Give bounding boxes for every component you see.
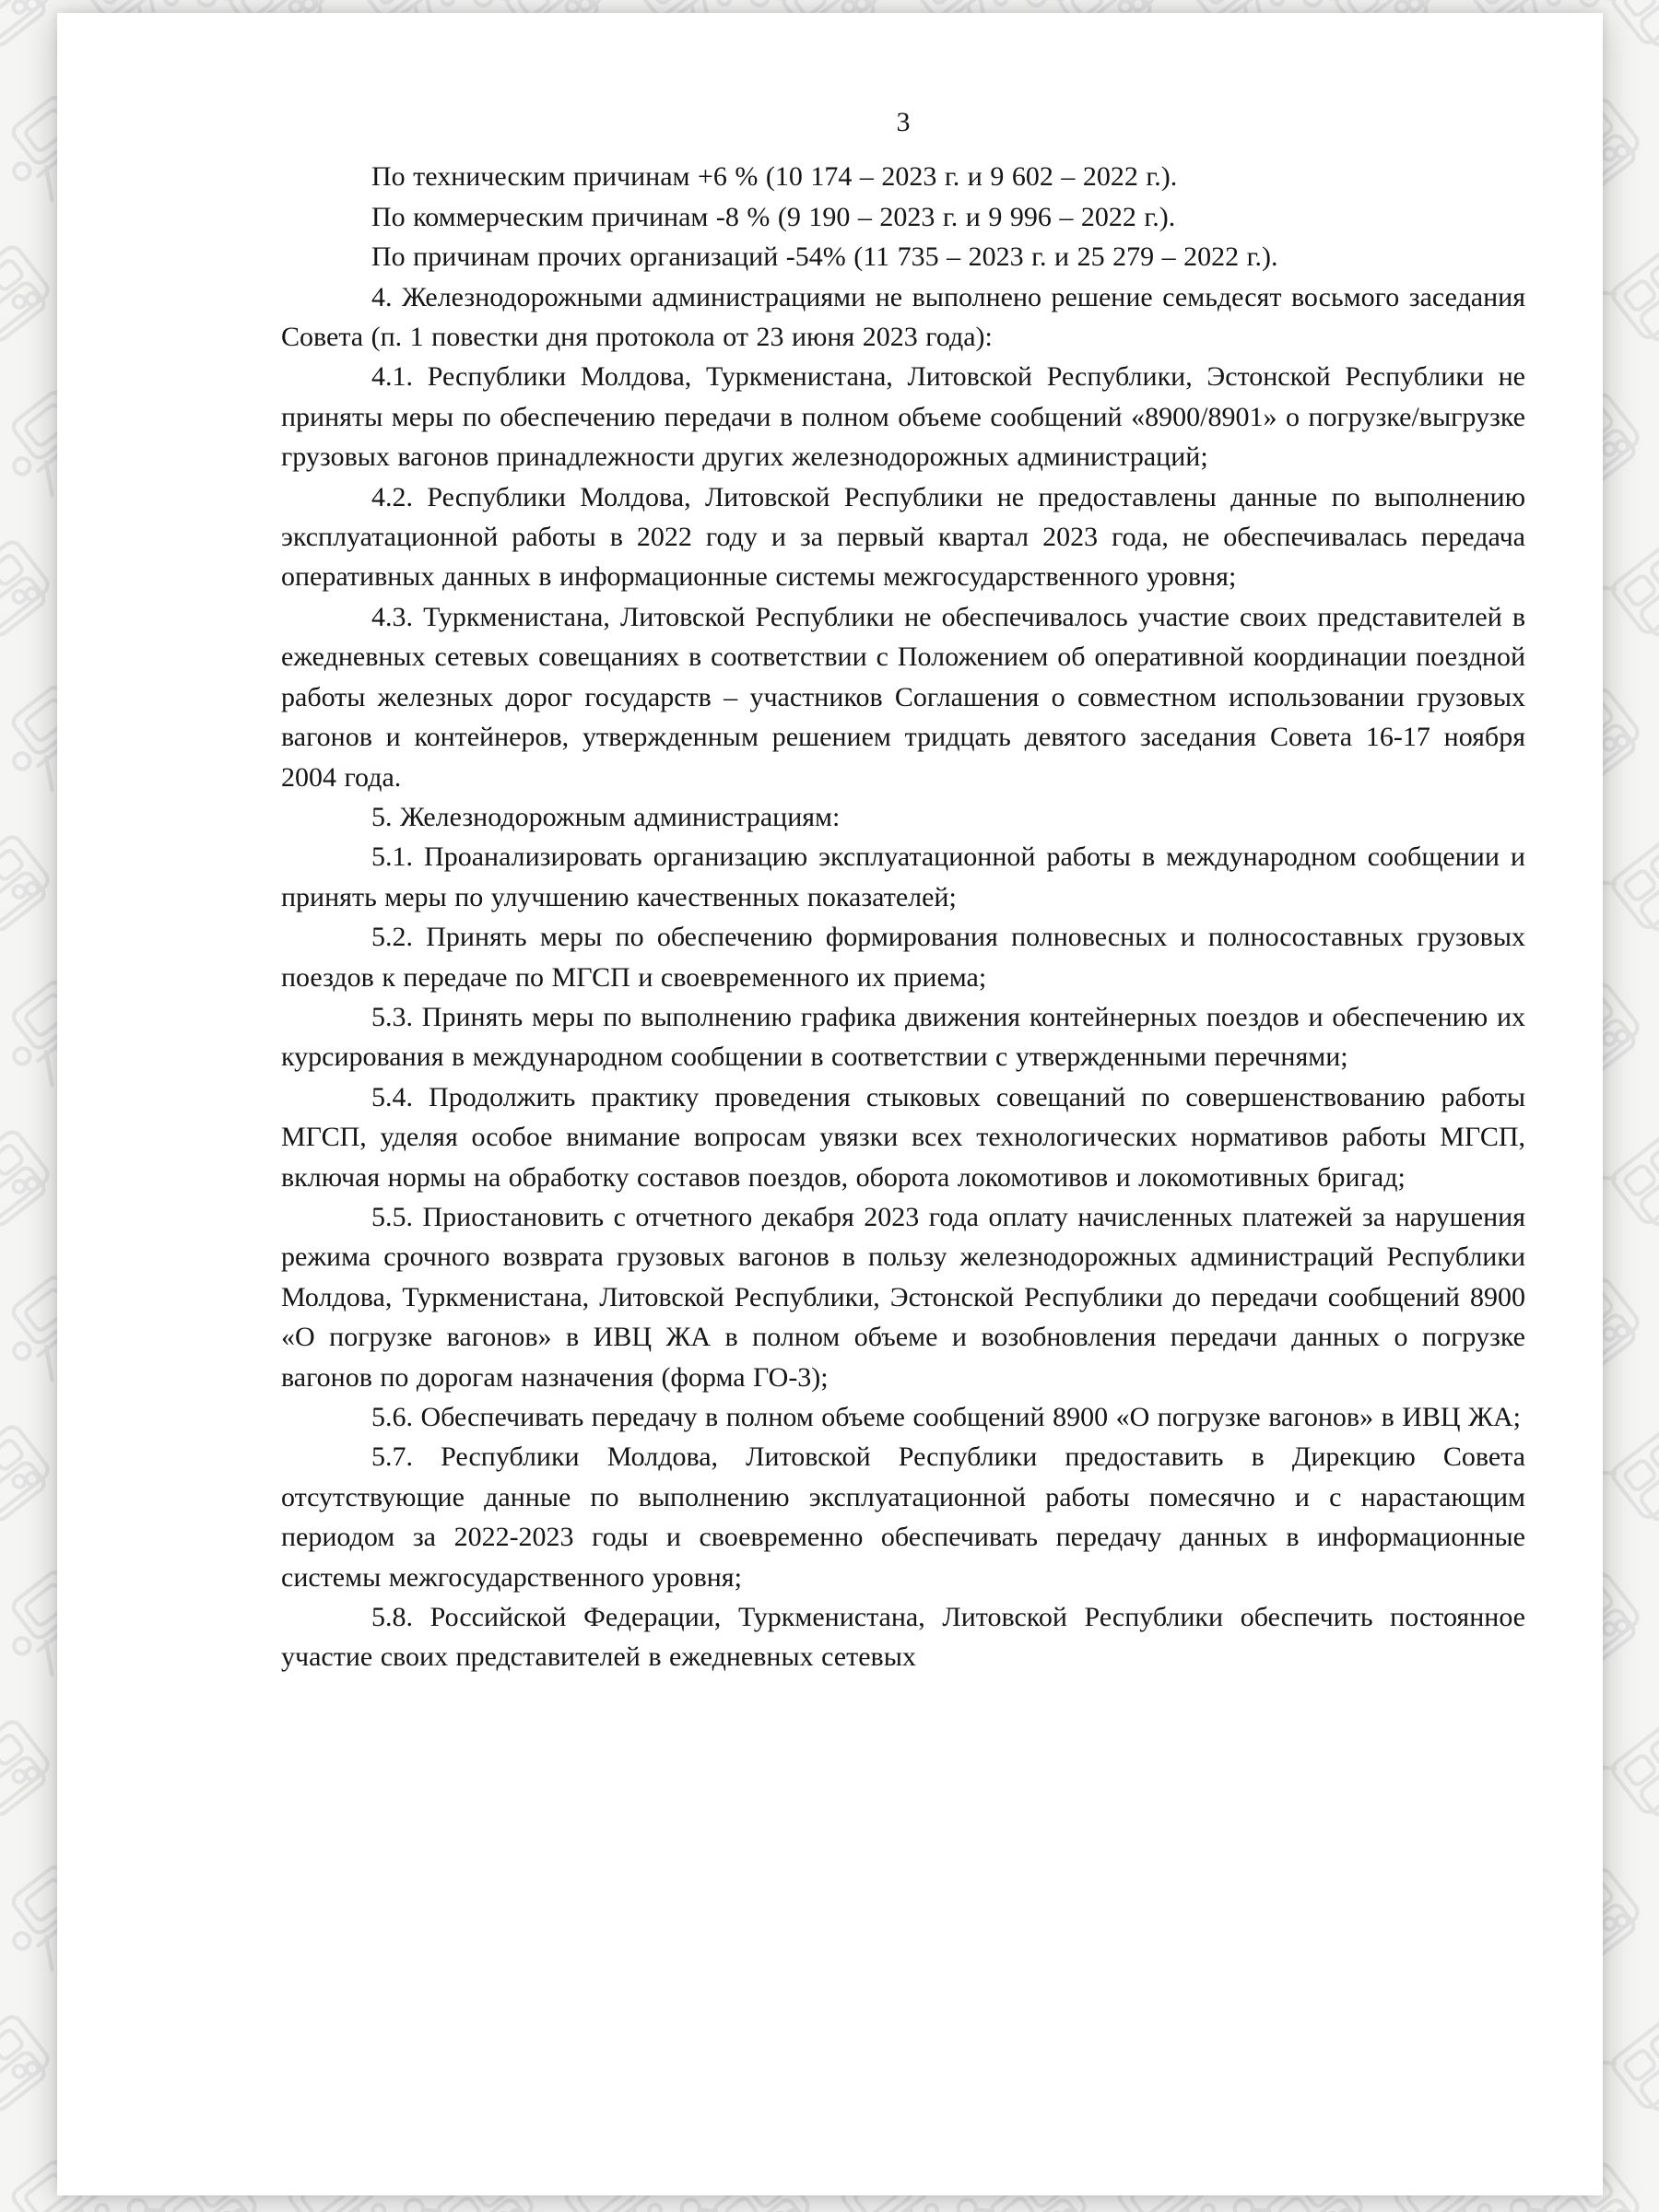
paragraph: 4. Железнодорожными администрациями не выполнено решение семьдесят восьмого заседания Совета (п. 1 повестки дня протокола от 23 июня 2023 года):: [281, 281, 1525, 353]
paragraph: 5.7. Республики Молдова, Литовской Республики предоставить в Дирекцию Совета отсутствующие данные по выполнению эксплуатационной работы помесячно и с нарастающим периодом за 2022-2023 годы и своевременно обеспечивать передачу данных в информационные системы межгосударственного уровня;: [281, 1441, 1525, 1593]
document-page: [57, 13, 1603, 2195]
paragraph: 5.2. Принять меры по обеспечению формирования полновесных и полносоставных грузовых поездов к передаче по МГСП и своевременного их приема;: [281, 922, 1525, 993]
paragraph: 5.5. Приостановить с отчетного декабря 2023 года оплату начисленных платежей за нарушения режима срочного возврата грузовых вагонов в пользу железнодорожных администраций Республики Молдова, Туркменистана, Литовской Республики, Эстонской Республики до передачи сообщений 8900 «О погрузке вагонов» в ИВЦ ЖА в полном объеме и возобновления передачи данных о погрузке вагонов по дорогам назначения (форма ГО-3);: [281, 1201, 1525, 1393]
paragraph: 5.1. Проанализировать организацию эксплуатационной работы в международном сообщении и принять меры по улучшению качественных показателей;: [281, 841, 1525, 912]
paragraph: 4.3. Туркменистана, Литовской Республики не обеспечивалось участие своих представителей в ежедневных сетевых совещаниях в соответствии с Положением об оперативной координации поездной работы железных дорог государств – участников Соглашения о совместном использовании грузовых вагонов и контейнеров, утвержденным решением тридцать девятого заседания Совета 16-17 ноября 2004 года.: [281, 601, 1525, 793]
paragraph: 5. Железнодорожным администрациям:: [371, 801, 841, 832]
paragraph: 5.3. Принять меры по выполнению графика движения контейнерных поездов и обеспечению их курсирования в международном сообщении в соответствии с утвержденными перечнями;: [281, 1001, 1525, 1073]
paragraph: 5.8. Российской Федерации, Туркменистана, Литовской Республики обеспечить постоянное участие своих представителей в ежедневных сетевых: [281, 1602, 1525, 1673]
page-number: 3: [896, 107, 911, 137]
paragraph: 4.1. Республики Молдова, Туркменистана, Литовской Республики, Эстонской Республики не приняты меры по обеспечению передачи в полном объеме сообщений «8900/8901» о погрузке/выгрузке грузовых вагонов принадлежности других железнодорожных администраций;: [281, 361, 1525, 473]
paragraph: По причинам прочих организаций -54% (11 735 – 2023 г. и 25 279 – 2022 г.).: [371, 241, 1278, 273]
paragraph: 5.6. Обеспечивать передачу в полном объеме сообщений 8900 «О погрузке вагонов» в ИВЦ ЖА;: [371, 1402, 1521, 1432]
paragraph: По техническим причинам +6 % (10 174 – 2023 г. и 9 602 – 2022 г.).: [371, 161, 1178, 193]
paragraph: 5.4. Продолжить практику проведения стыковых совещаний по совершенствованию работы МГСП, уделяя особое внимание вопросам увязки всех технологических нормативов работы МГСП, включая нормы на обработку составов поездов, оборота локомотивов и локомотивных бригад;: [281, 1081, 1525, 1193]
document-body: [281, 157, 1525, 1677]
document-content: [281, 102, 1525, 1677]
paragraph: По коммерческим причинам -8 % (9 190 – 2023 г. и 9 996 – 2022 г.).: [371, 201, 1176, 232]
paragraph: 4.2. Республики Молдова, Литовской Республики не предоставлены данные по выполнению эксплуатационной работы в 2022 году и за первый квартал 2023 года, не обеспечивалась передача оперативных данных в информационные системы межгосударственного уровня;: [281, 481, 1525, 593]
